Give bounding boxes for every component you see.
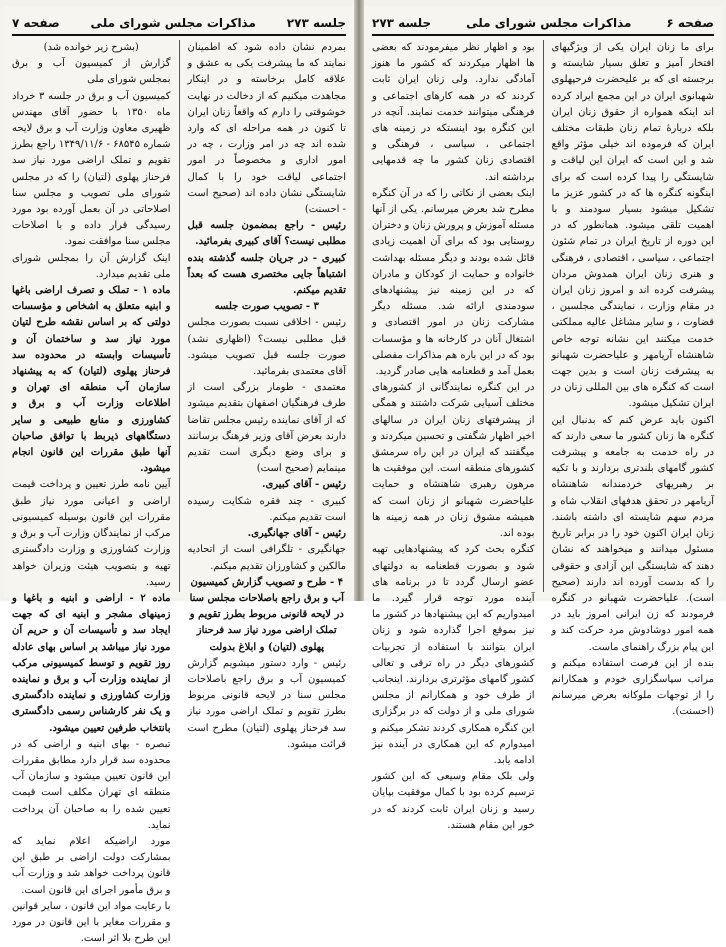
paragraph: بنده از این فرصت استفاده میکنم و مراتب سپاسگزاری خودم و همکارانم را از توجهات ملوکانه بعرض میرسانم (احسنت). — [551, 657, 714, 718]
paragraph: گزارش از کمیسیون آب و برق بمجلس شورای ملی — [12, 58, 171, 86]
paragraph: برای ما زنان ایران یکی از ویژگیهای افتخار آمیز و تعلق بسیار شایسته و برجسته ای که بر علیحضرت فرحپهلوی شهبانوی ایران در این مجمع ایراد کرده اند اینکه همواره از حقوق زنان ایران بلکه دربارهٔ تمام زنان طبقات مختلف ایران که فرموده اند خیلی مؤثر واقع شد و این است که ایران این لیاقت و شایستگی را پیدا کرده است که برای اینگونه کنگره ها که در کشور عزیز ما تشکیل میشود بسیار سودمند و با اهمیت تلقی میشود. همانطور که در این دوره از تاریخ ایران در تمام شئون اجتماعی ، سیاسی ، اقتصادی ، فرهنگی و هنری زنان ایران همدوش مردان پیشرفت کرده اند و امروز زنان ایران در مقام وزارت ، نمایندگی مجلسین ، قضاوت ، و سایر مشاغل عالیه مملکتی خدمت میکنند این نشانه توجه خاص شاهنشاه آریامهر و علیاحضرت شهبانو به پیشرفت زنان است و بدین جهت است که کنگره های بین المللی زنان در ایران تشکیل میشود. — [551, 42, 714, 410]
book-gutter — [354, 0, 364, 601]
left-page-columns — [12, 40, 346, 945]
section-heading: ۳ - تصویب صورت جلسه — [214, 301, 319, 313]
paragraph: ماده ۲ - اراضی و ابنیه و باغها و زمینهای مشجر و ابنیه ای که جهت ایجاد سد و تأسیسات آن و حریم آن مورد نیاز میباشد بر اساس بهای عادله روز تقویم و توسط کمیسیونی مرکب از نماینده وزارت آب و برق و نماینده وزارت کشاورزی و نماینده دادگستری و یک نفر کارشناس رسمی دادگستری بانتخاب طرفین تعیین میشود. — [12, 592, 171, 734]
paragraph: رئیس - آقای کبیری. — [261, 479, 346, 491]
paragraph: آیین نامه طرز تعیین و پرداخت قیمت اراضی و اعیانی مورد نیاز طبق مقررات این قانون بوسیله کمیسیونی مرکب از نمایندگان وزارت آب و برق و وزارت کشاورزی و وزارت دادگستری تهیه و بتصویب هیئت وزیران خواهد رسید. — [12, 479, 171, 588]
right-page — [364, 6, 722, 831]
paragraph: رئیس - اخلاقی نسبت بصورت مجلس قبل مطلبی نیست؟ (اظهاری نشد) صورت جلسه قبل تصویب میشود. آقای معتمدی بفرمائید. — [187, 317, 346, 378]
left-running-title: مذاکرات مجلس شورای ملی — [90, 16, 256, 30]
paragraph: رئیس - راجع بمضمون جلسه قبل مطلبی نیست؟ آقای کبیری بفرمائید. — [187, 220, 346, 248]
paragraph: کمیسیون آب و برق در جلسه ۳ خرداد ماه ۱۳۵۰ با حضور آقای مهندس ظهیری معاون وزارت آب و برق لایحه شماره ۶۸۵۴۵ - ۱۳۴۹/۱۱/۶ راجع بطرز تقویم و تملک اراضی مورد نیاز سد فرحناز پهلوی (لتیان) را که در مجلس شورای ملی تصویب و مجلس سنا اصلاحاتی در آن بعمل آورده بود مورد رسیدگی قرار داده و با اصلاحات مجلس سنا موافقت نمود. — [12, 90, 171, 248]
right-running-title: مذاکرات مجلس شورای ملی — [466, 16, 632, 30]
left-page-column-left — [12, 40, 171, 945]
right-page-column-left — [372, 40, 535, 831]
left-page-column-right — [187, 40, 347, 750]
paragraph: بمردم نشان داده شود که اطمینان نمایند که ما پیشرفت یکی به عشق و علاقه کامل برخاسته و در اینکار مجاهدت میکنیم که از دخالت در نهایت خوشوقتی را دارم که واقعاً زنان ایران تا کنون در همه مراحله ای که وارد شده اند چه در امر وزارت ، چه در امور اداری و مخصوصاً در امور اجتماعی لیاقت خود را با کمال شایستگی نشان داده اند (صحیح است - احسنت) — [187, 42, 346, 216]
paragraph: کبیری - چند فقره شکایت رسیده است تقدیم میکنم. — [187, 495, 346, 523]
paragraph: اینک گزارش آن را بمجلس شورای ملی تقدیم میدارد. — [12, 252, 171, 280]
paragraph: ولی بلک مقام وسیعی که این کشور ترسیم کرده بود با کمال موفقیت بپایان رسید و زنان ایران ثابت کردند که در خور این مقام هستند. — [372, 771, 535, 831]
paragraph: با رعایت مواد این قانون ، سایر قوانین و مقررات مغایر با این قانون در مورد این طرح بلا اثر است. — [12, 900, 171, 945]
column-divider — [543, 40, 544, 592]
paragraph: اکنون باید عرض کنم که بدنبال این کنگره ها زنان کشور ما سعی دارند که در راه خدمت به جامعه و پیشرفت کشور گامهای بلندتری بردارند و با تکیه بر رهبریهای خردمندانه شاهنشاه آریامهر در تحقق هدفهای انقلاب شاه و مردم سهم شایسته ای داشته باشند. زنان ایران اکنون خود را در برابر تاریخ مسئول میدانند و میخواهند که نشان دهند که شایستگی این آزادی و حقوقی را که بدست آورده اند دارند (صحیح است). علیاحضرت شهبانو در کنگره فرمودند که زن ایرانی امروز باید در همه امور دوشادوش مرد حرکت کند و این پیام بزرگ راهنمای ماست. — [551, 414, 714, 653]
paragraph: اینک بعضی از نکاتی را که در آن کنگره مطرح شد بعرض میرسانم. یکی از آنها مسئله آموزش و پرورش زنان و دختران روستایی بود که برای آن اهمیت زیادی قائل شده بودند و دیگر مسئله بهداشت خانواده و حمایت از کودکان و مادران که در این زمینه نیز پیشنهادهای سودمندی ارائه شد. مسئله دیگر مشارکت زنان در امور اقتصادی و اشتغال آنان در کارخانه ها و مؤسسات بود که در این باره هم مذاکرات مفصلی بعمل آمد و قطعنامه هایی صادر گردید. — [372, 187, 535, 378]
paragraph: رئیس - وارد دستور میشویم گزارش کمیسیون آب و برق راجع باصلاحات مجلس سنا در لایحه قانونی مربوط بطرز تقویم و تملک اراضی مورد نیاز سد فرحناز پهلوی (لتیان) مطرح است قرائت میشود. — [187, 657, 346, 750]
paragraph: ماده ۱ - تملک و تصرف اراضی باغها و ابنیه متعلق به اشخاص و مؤسسات دولتی که بر اساس نقشه طرح لتیان مورد نیاز سد و ساختمان آن و تأسیسات وابسته در محدوده سد فرحناز پهلوی (لتیان) که به پیشنهاد سازمان آب منطقه ای تهران و اطلاعات وزارت آب و برق و کشاورزی و منابع طبیعی و سایر دستگاههای ذیربط با توافق صاحبان آنها طبق مقررات این قانون انجام میشود. — [12, 285, 171, 475]
section-heading: ۴ - طرح و تصویب گزارش کمیسیون آب و برق راجع باصلاحات مجلس سنا در لایحه قانونی مربوط بطرز تقویم و تملک اراضی مورد نیاز سد فرحناز پهلوی (لتیان) و ابلاغ بدولت — [189, 576, 344, 653]
paragraph: بود و اظهار نظر میفرمودند که بعضی ها اظهار میکردند که کشور ما هنوز آمادگی ندارد. ولی زنان ایران ثابت کردند که در همه کارهای اجتماعی و فرهنگی میتوانند خدمت نمایند. آنچه در این کنگره بود اینستکه در زمینه های اجتماعی ، سیاسی ، فرهنگی و اقتصادی زنان کشور ما چه قدمهایی برداشته اند. — [372, 42, 535, 183]
paragraph: کنگره بحث کرد که پیشنهادهایی تهیه شود و بصورت قطعنامه به دولتهای عضو ارسال گردد تا در برنامه های آینده مورد توجه قرار گیرد. ما امیدواریم که این پیشنهادها در کشور ما نیز بموقع اجرا گذارده شود و زنان ایران بتوانند با استفاده از تجربیات کشورهای دیگر در راه ترقی و تعالی کشور گامهای مؤثرتری بردارند. اینجانب از طرف خود و همکارانم از مجلس شورای ملی و از دولت که در برگزاری این کنگره همکاری کردند تشکر میکنم و امیدوارم که این همکاری در آینده نیز ادامه یابد. — [372, 544, 535, 766]
right-session-number: جلسه ۲۷۳ — [372, 16, 432, 30]
column-divider — [179, 40, 180, 592]
right-page-columns — [372, 40, 714, 831]
paragraph: مورد اراضیکه اعلام نماید که بمشارکت دولت اراضی بر طبق این قانون پرداخت خواهد شد و وزارت آب و برق مأمور اجرای این قانون است. — [12, 835, 171, 896]
paragraph: (بشرح زیر خوانده شد) — [43, 42, 139, 53]
paragraph: جهانگیری - تلگرافی است از اتحادیه مالکین و کشاورزان تقدیم میکنم. — [187, 544, 346, 572]
right-page-header — [372, 12, 714, 36]
right-page-column-right — [551, 40, 715, 718]
paragraph: رئیس - آقای جهانگیری. — [247, 528, 346, 540]
left-page-header — [12, 12, 346, 36]
paragraph: کبیری - در جریان جلسه گذشته بنده اشتباهاً جایی مختصری هست که بعداً تقدیم میکنم. — [187, 252, 346, 297]
left-page-number: صفحه ۷ — [12, 16, 60, 30]
left-session-number: جلسه ۲۷۳ — [286, 16, 346, 30]
right-page-number: صفحه ۶ — [666, 16, 714, 30]
left-page — [4, 6, 354, 945]
paragraph: در این کنگره نمایندگانی از کشورهای مختلف آسیایی شرکت داشتند و همگی از پیشرفتهای زنان ایران در سالهای اخیر اظهار شگفتی و تحسین میکردند و میگفتند که ایران در این راه سرمشق کشورهای منطقه است. این موفقیت ها مرهون رهبری شاهنشاه و حمایت علیاحضرت شهبانو از زنان است که همیشه مشوق زنان در همه زمینه ها بوده اند. — [372, 382, 535, 540]
paragraph: تبصره - بهای ابنیه و اراضی که در محدوده سد قرار دارد مطابق مقررات این قانون تعیین میشود و سازمان آب منطقه ای تهران مکلف است قیمت تعیین شده را به صاحبان آن پرداخت نماید. — [12, 738, 171, 831]
paragraph: معتمدی - طومار بزرگی است از طرف فرهنگیان اصفهان بتقدیم میشود که از آقای نماینده رئیس مجلس تقاضا دارند بعرض آقای وزیر فرهنگ برسانند و برای وضع دیگری است تقدیم مینمایم (صحیح است) — [187, 382, 346, 475]
